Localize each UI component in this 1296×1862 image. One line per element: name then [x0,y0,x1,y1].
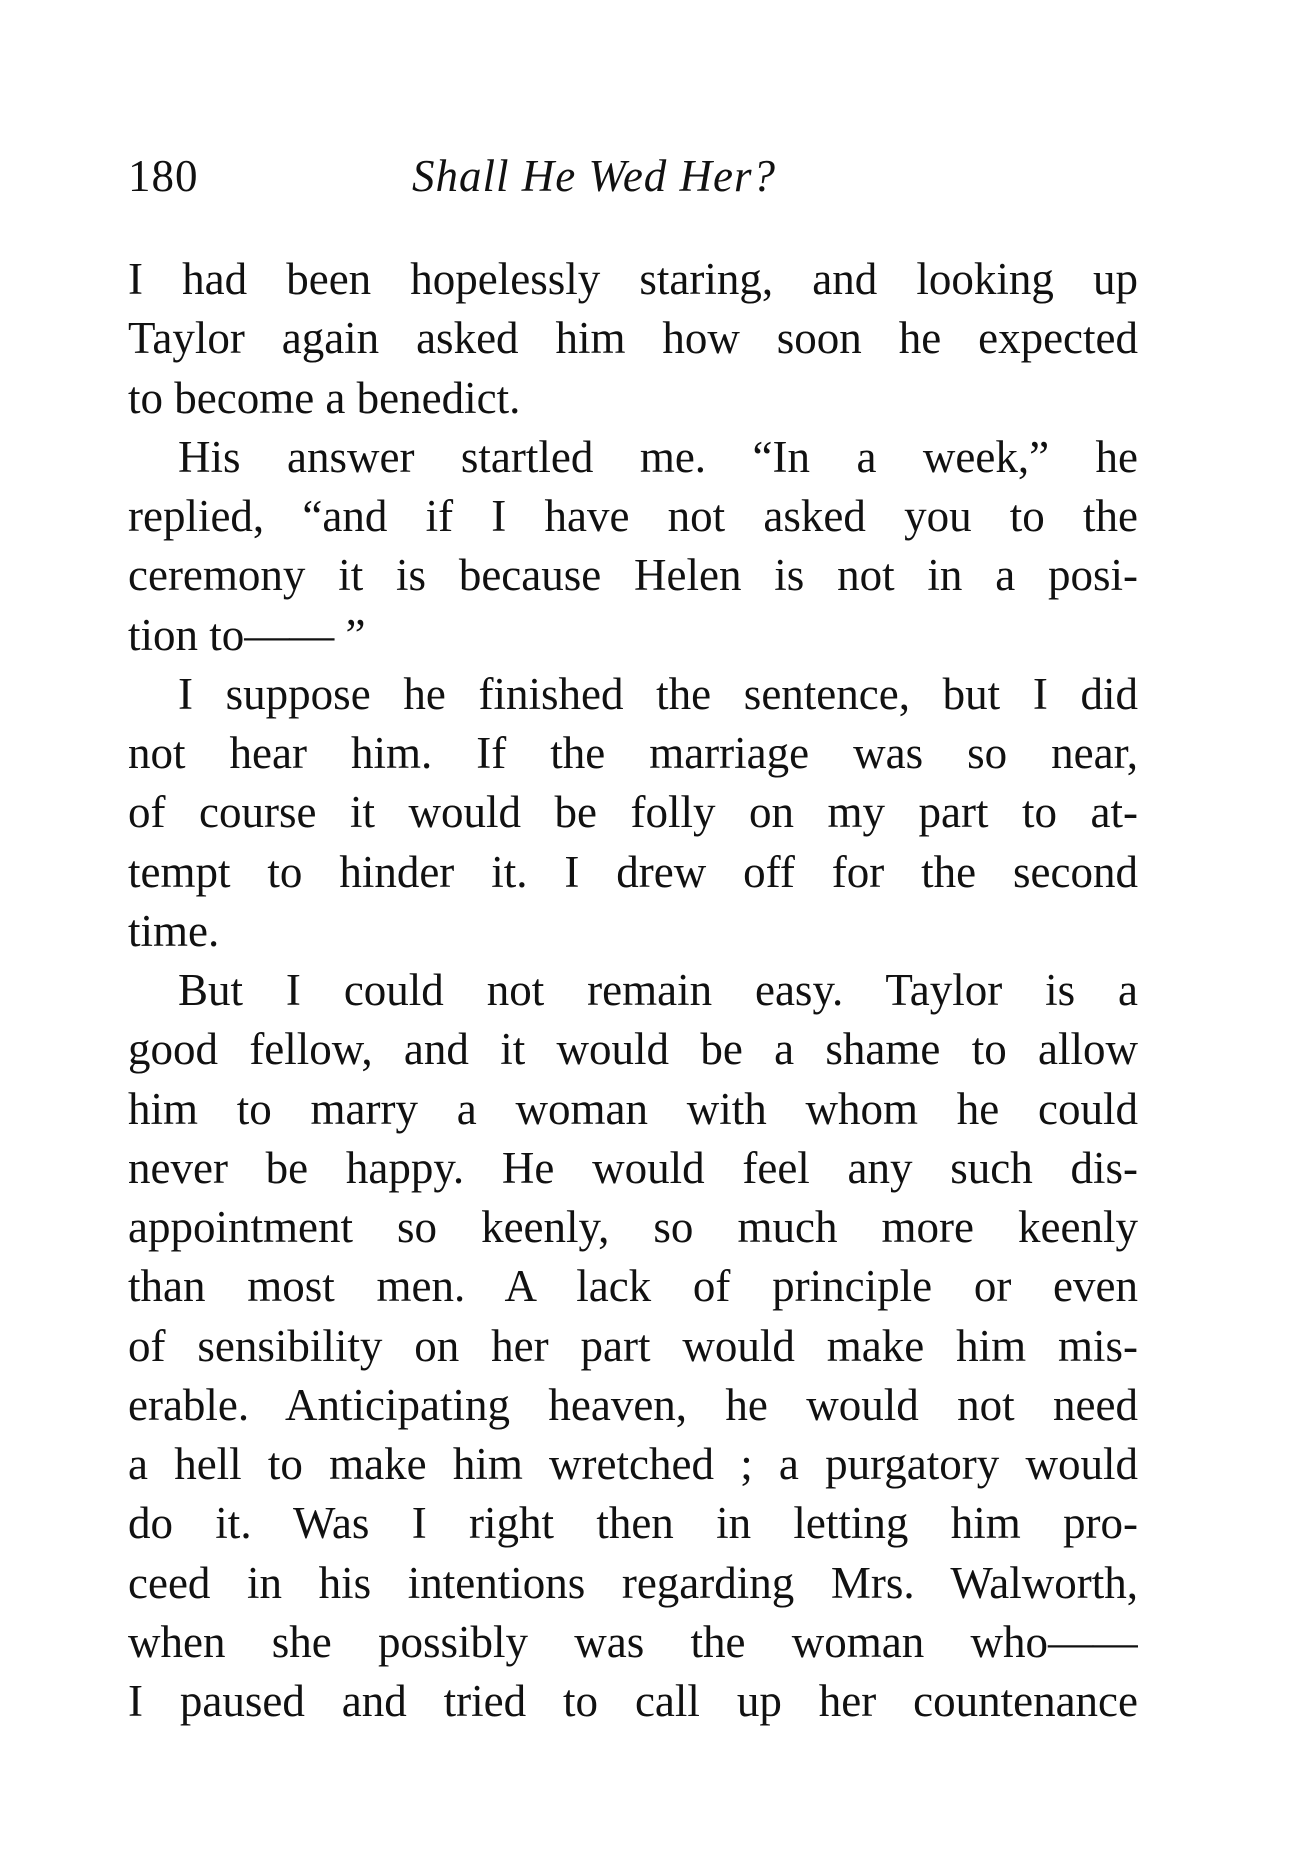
text-line: of sensibility on her part would make him mis- [128,1320,1138,1371]
text-line: to become a benedict. [128,372,521,423]
text-line: him to marry a woman with whom he could [128,1083,1138,1134]
text-line: ceremony it is because Helen is not in a posi- [128,550,1138,601]
page-header [128,146,1138,206]
text-line: time. [128,905,220,956]
text-line: ceed in his intentions regarding Mrs. Walworth, [128,1557,1138,1608]
text-line: do it. Was I right then in letting him pro- [128,1498,1138,1549]
text-line: But I could not remain easy. Taylor is a [178,965,1138,1015]
text-line: tempt to hinder it. I drew off for the second [128,846,1138,897]
text-line: when she possibly was the woman who—— [128,1616,1138,1667]
page-number: 180 [128,151,199,201]
text-line: of course it would be folly on my part to at- [128,787,1138,838]
text-line: appointment so keenly, so much more keenly [128,1202,1138,1252]
text-line: good fellow, and it would be a shame to allow [128,1024,1138,1075]
text-line: never be happy. He would feel any such dis- [128,1142,1138,1193]
text-line: than most men. A lack of principle or even [128,1261,1138,1312]
text-line: not hear him. If the marriage was so near, [128,728,1138,778]
text-line: I paused and tried to call up her countenance [128,1676,1138,1726]
text-line: replied, “and if I have not asked you to the [128,491,1138,541]
text-line: erable. Anticipating heaven, he would not need [128,1379,1138,1430]
running-title: Shall He Wed Her? [412,151,777,201]
text-line: a hell to make him wretched ; a purgatory would [128,1439,1138,1489]
text-line: His answer startled me. “In a week,” he [178,431,1138,482]
text-line: tion to—— ” [128,609,366,660]
text-line: Taylor again asked him how soon he expected [128,313,1138,364]
body-text [128,250,1138,1731]
text-line: I suppose he finished the sentence, but I did [178,668,1138,719]
text-line: I had been hopelessly staring, and looking up [128,254,1138,304]
